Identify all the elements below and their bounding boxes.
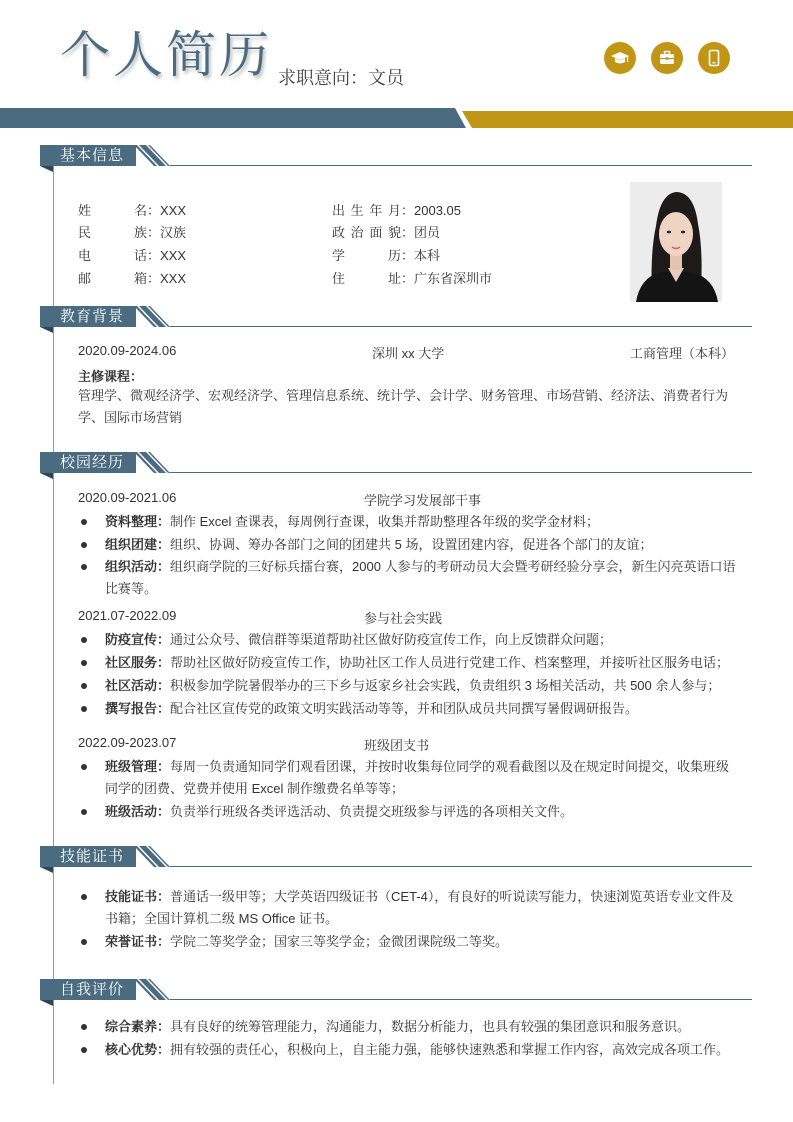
edu-courses: 管理学、微观经济学、宏观经济学、管理信息系统、统计学、会计学、财务管理、市场营销、经济法、消费者行为学、国际市场营销 (78, 388, 729, 425)
header-band (0, 108, 793, 128)
info-birth: 出生年月：2003.05 (332, 203, 461, 218)
campus-role-3: 班级团支书 (364, 738, 430, 753)
campus-period-1: 2020.09-2021.06 (78, 490, 177, 505)
campus-item: 撰写报告：配合社区宣传党的政策文明实践活动等等，并和团队成员共同撰写暑假调研报告。 (78, 698, 738, 720)
profile-photo (630, 182, 722, 302)
campus-item: 防疫宣传：通过公众号、微信群等渠道帮助社区做好防疫宣传工作，向上反馈群众问题； (78, 629, 738, 651)
skill-item: 技能证书：普通话一级甲等；大学英语四级证书（CET-4），有良好的听说读写能力，快速浏览英语专业文件及书籍；全国计算机二级 MS Office 证书。 (78, 886, 738, 930)
self-item: 综合素养：具有良好的统筹管理能力，沟通能力，数据分析能力，也具有较强的集团意识和服务意识。 (78, 1016, 738, 1038)
edu-period: 2020.09-2024.06 (78, 343, 177, 358)
section-header-self (40, 979, 752, 1005)
info-degree: 学历：本科 (332, 248, 441, 263)
info-name: 姓名：XXX (78, 203, 187, 218)
resume-title: 个人简历 (60, 26, 272, 84)
section-header-education (40, 306, 752, 332)
section-title: 技能证书 (40, 846, 136, 867)
graduation-cap-icon (604, 42, 636, 74)
job-intent: 求职意向：文员 (278, 68, 404, 88)
edu-school: 深圳 xx 大学 (372, 346, 445, 361)
campus-item: 班级管理：每周一负责通知同学们观看团课，并按时收集每位同学的观看截图以及在规定时间提交，收集班级同学的团费、党费并使用 Excel 制作缴费名单等等； (78, 756, 738, 800)
campus-role-2: 参与社会实践 (364, 611, 443, 626)
info-ethnicity: 民族：汉族 (78, 225, 187, 240)
info-address: 住址：广东省深圳市 (332, 271, 493, 286)
section-header-campus (40, 452, 752, 478)
campus-item: 班级活动：负责举行班级各类评选活动、负责提交班级参与评选的各项相关文件。 (78, 801, 738, 823)
section-title: 校园经历 (40, 452, 136, 473)
info-political: 政治面貌：团员 (332, 225, 441, 240)
section-header-basic (40, 145, 752, 171)
edu-courses-label: 主修课程： (78, 369, 144, 384)
campus-role-1: 学院学习发展部干事 (364, 493, 482, 508)
timeline-line (53, 152, 54, 1084)
skill-item: 荣誉证书：学院二等奖学金；国家三等奖学金；金微团课院级二等奖。 (78, 931, 738, 953)
self-item: 核心优势：拥有较强的责任心，积极向上，自主能力强，能够快速熟悉和掌握工作内容，高效完成各项工作。 (78, 1039, 738, 1061)
campus-item: 资料整理：制作 Excel 查课表，每周例行查课，收集并帮助整理各年级的奖学金材料； (78, 511, 738, 533)
info-email: 邮箱：XXX (78, 271, 187, 286)
info-phone: 电话：XXX (78, 248, 187, 263)
campus-item: 组织活动：组织商学院的三好标兵擂台赛，2000 人参与的考研动员大会暨考研经验分享会，新生闪亮英语口语比赛等。 (78, 556, 738, 600)
campus-item: 组织团建：组织、协调、筹办各部门之间的团建共 5 场，设置团建内容，促进各个部门的友谊； (78, 534, 738, 556)
phone-icon (698, 42, 730, 74)
campus-item: 社区活动：积极参加学院暑假举办的三下乡与返家乡社会实践，负责组织 3 场相关活动，共 500 余人参与； (78, 675, 738, 697)
section-title: 自我评价 (40, 979, 136, 1000)
edu-major: 工商管理（本科） (630, 346, 735, 361)
section-title: 基本信息 (40, 145, 136, 166)
section-title: 教育背景 (40, 306, 136, 327)
section-header-skills (40, 846, 752, 872)
briefcase-icon (651, 42, 683, 74)
campus-period-2: 2021.07-2022.09 (78, 608, 177, 623)
campus-item: 社区服务：帮助社区做好防疫宣传工作，协助社区工作人员进行党建工作、档案整理，并接听社区服务电话； (78, 652, 738, 674)
campus-period-3: 2022.09-2023.07 (78, 735, 177, 750)
